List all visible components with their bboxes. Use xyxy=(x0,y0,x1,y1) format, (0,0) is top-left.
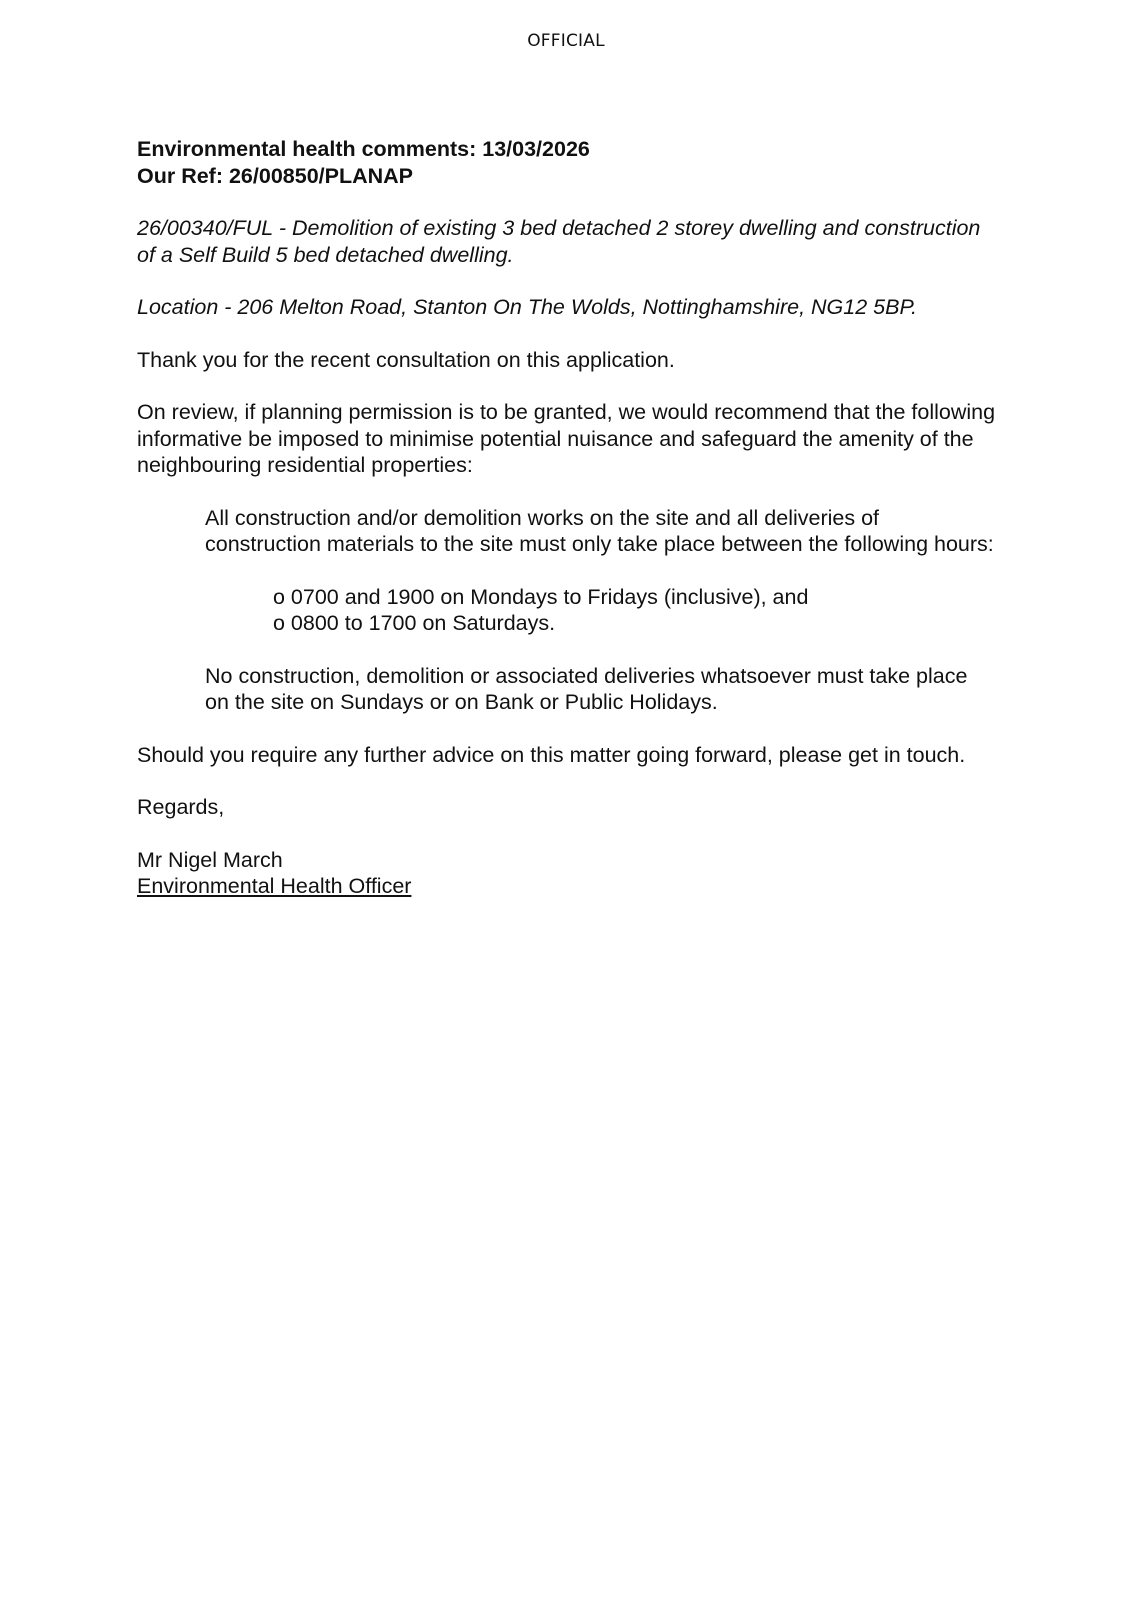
recommendation-paragraph: On review, if planning permission is to be granted, we would recommend that the following informative be imposed to minimise potential nuisance and safeguard the amenity of the neighbouring residential properties: xyxy=(137,400,996,477)
list-item: o 0700 and 1900 on Mondays to Fridays (inclusive), and xyxy=(273,584,809,609)
application-description: 26/00340/FUL - Demolition of existing 3 bed detached 2 storey dwelling and construction of a Self Build 5 bed detached dwelling. xyxy=(137,216,981,267)
signatory-name: Mr Nigel March xyxy=(137,847,283,872)
reference-heading: Our Ref: 26/00850/PLANAP xyxy=(137,163,414,188)
document-heading xyxy=(137,136,997,189)
signatory-title: Environmental Health Officer xyxy=(137,874,412,898)
thanks-paragraph: Thank you for the recent consultation on this application. xyxy=(137,347,675,372)
document-body xyxy=(137,136,997,900)
permitted-hours-list xyxy=(273,584,997,637)
salutation: Regards, xyxy=(137,795,225,819)
list-item: o 0800 to 1700 on Saturdays. xyxy=(273,611,556,635)
informative-intro: All construction and/or demolition works on the site and all deliveries of construction materials to the site must only take place between the following hours: xyxy=(205,505,994,556)
closing-paragraph: Should you require any further advice on this matter going forward, please get in touch. xyxy=(137,742,966,767)
application-location: Location - 206 Melton Road, Stanton On The Wolds, Nottinghamshire, NG12 5BP. xyxy=(137,295,918,319)
restriction-paragraph: No construction, demolition or associated deliveries whatsoever must take place on the site on Sundays or on Bank or Public Holidays. xyxy=(205,663,968,714)
comments-date-heading: Environmental health comments: 13/03/2026 xyxy=(137,137,590,161)
classification-label: OFFICIAL xyxy=(527,31,605,51)
signature-block xyxy=(137,847,997,900)
